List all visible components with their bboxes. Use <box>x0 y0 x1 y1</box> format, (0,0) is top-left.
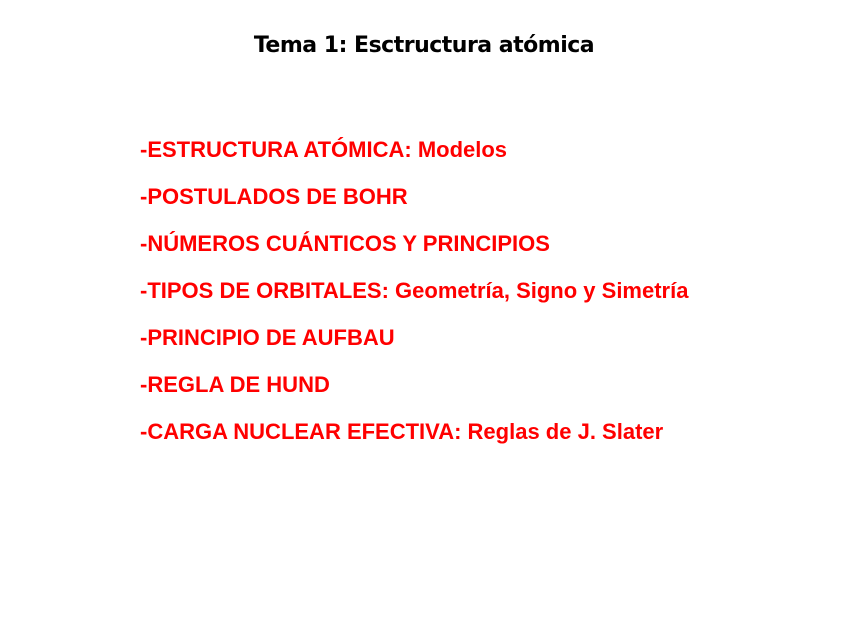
topic-item: -POSTULADOS DE BOHR <box>140 184 408 209</box>
topic-list <box>140 133 724 462</box>
topic-item: -CARGA NUCLEAR EFECTIVA: Reglas de J. Slater <box>140 419 664 444</box>
topic-item: -REGLA DE HUND <box>140 372 330 397</box>
slide-title: Tema 1: Esctructura atómica <box>253 33 595 58</box>
topic-item: -PRINCIPIO DE AUFBAU <box>140 325 395 350</box>
topic-item: -ESTRUCTURA ATÓMICA: Modelos <box>140 137 508 162</box>
topic-item: -NÚMEROS CUÁNTICOS Y PRINCIPIOS <box>140 231 550 256</box>
topic-item: -TIPOS DE ORBITALES: Geometría, Signo y Simetría <box>140 278 689 303</box>
